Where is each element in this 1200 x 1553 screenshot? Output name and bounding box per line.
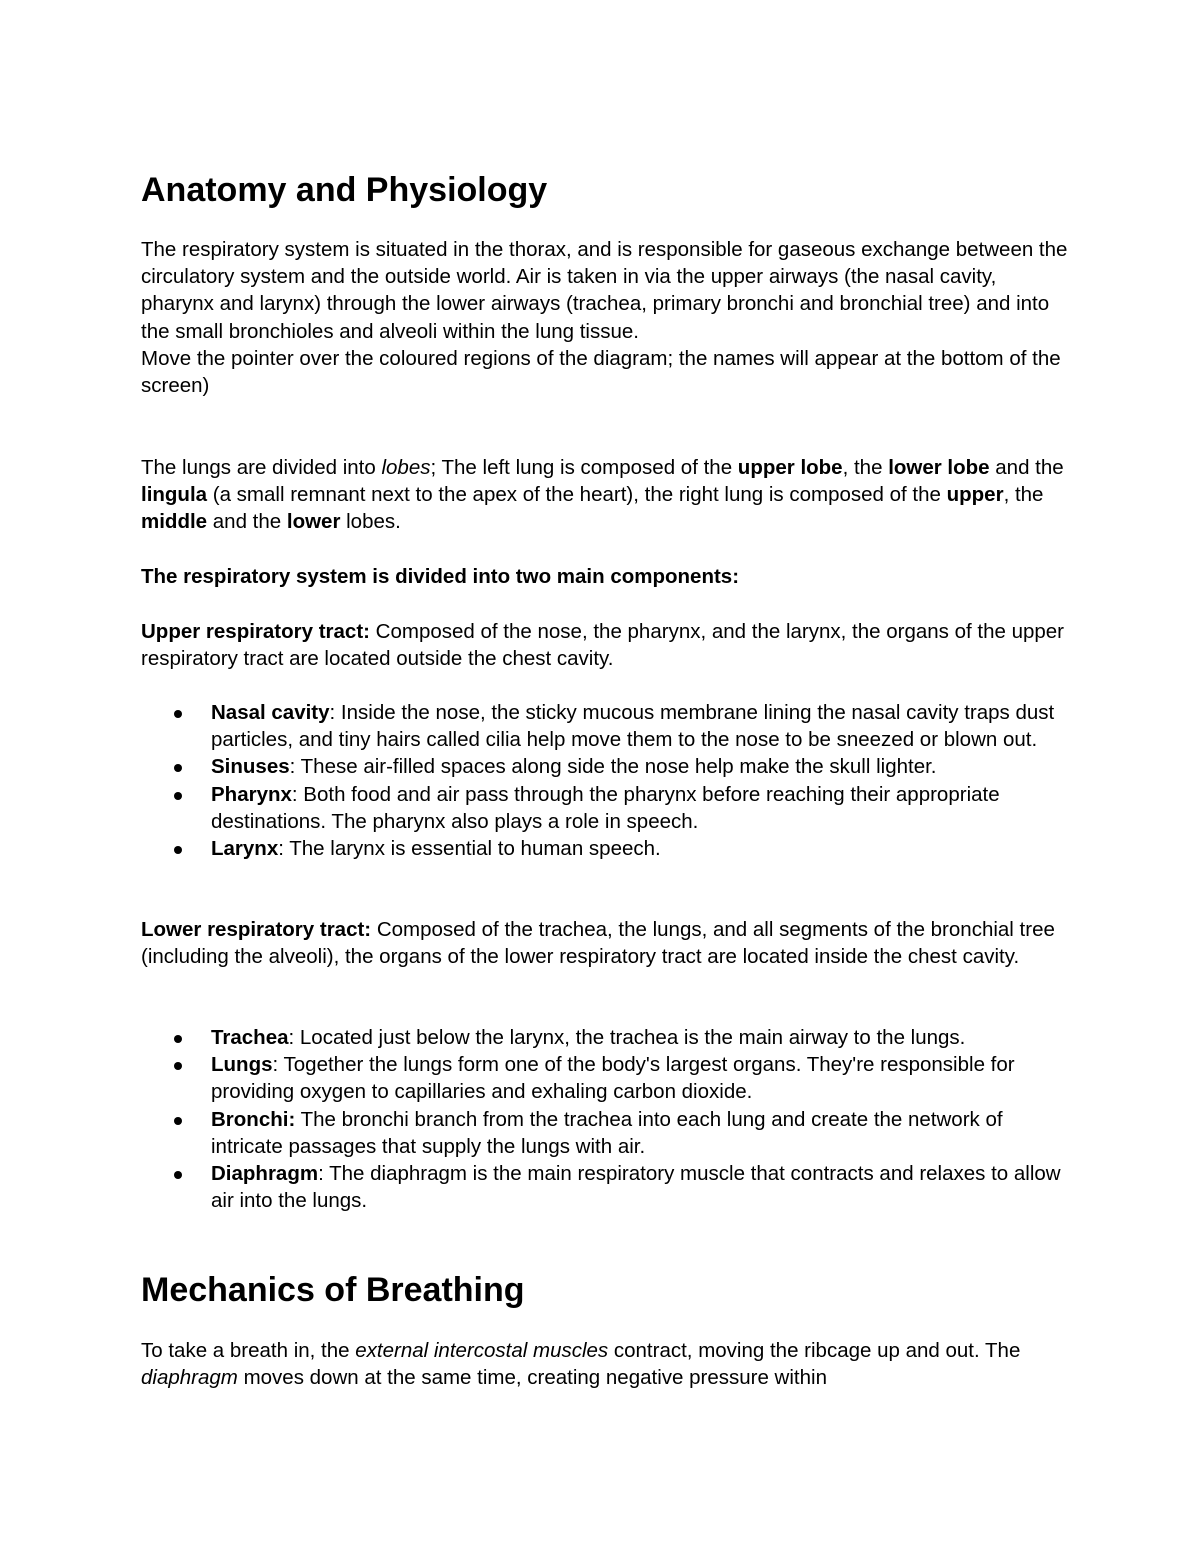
bullet-icon (174, 710, 182, 718)
intro-text: The respiratory system is situated in the thorax, and is responsible for gaseous exchange between the circulatory system and the outside world. Air is taken in via the upper airways (the nasal cavity, pharynx and larynx) through the lower airways (trachea, primary bronchi and bronchial tree) and into the small bronchioles and alveoli within the lung tissue. (141, 238, 1068, 343)
lower-term: lower (286, 510, 341, 534)
section-heading-mechanics: Mechanics of Breathing (141, 1271, 525, 1309)
bullet-icon (174, 846, 182, 854)
item-term: Larynx (211, 837, 279, 861)
item-desc: : Both food and air pass through the pharynx before reaching their appropriate destinations. The pharynx also plays a role in speech. (211, 782, 1000, 833)
upper-lobe-term: upper lobe (737, 456, 843, 479)
upper-term: upper (946, 483, 1004, 507)
lobes-text: , the (1003, 483, 1044, 507)
mechanics-text: To take a breath in, the (141, 1339, 356, 1362)
lower-tract-paragraph (141, 916, 1071, 970)
instruction-text: Move the pointer over the coloured regions of the diagram; the names will appear at the bottom of the screen) (141, 346, 1061, 398)
list-item (141, 699, 1071, 753)
lobes-text: The lungs are divided into (141, 456, 382, 479)
upper-tract-paragraph (141, 618, 1071, 672)
list-item (141, 1106, 1071, 1160)
list-item (141, 781, 1071, 835)
item-term: Nasal cavity (211, 701, 330, 724)
lobes-paragraph (141, 454, 1071, 536)
item-desc: : These air-filled spaces along side the nose help make the skull lighter. (289, 755, 937, 779)
item-term: Bronchi: (211, 1107, 296, 1131)
mechanics-paragraph (141, 1337, 1071, 1391)
lower-tract-text: Composed of the trachea, the lungs, and all segments of the bronchial tree (including the alveoli), the organs of the lower respiratory tract are located inside the chest cavity. (141, 918, 1055, 969)
item-desc: : Located just below the larynx, the trachea is the main airway to the lungs. (288, 1026, 966, 1049)
upper-tract-list (141, 699, 1071, 862)
components-heading (141, 563, 1071, 590)
list-item (141, 1051, 1071, 1105)
lobes-term: lobes (381, 456, 431, 479)
item-term: Pharynx (211, 782, 292, 806)
mechanics-text: moves down at the same time, creating negative pressure within (237, 1366, 827, 1390)
diaphragm-term: diaphragm (141, 1366, 238, 1390)
lower-tract-label: Lower respiratory tract: (141, 918, 372, 941)
item-desc: : The larynx is essential to human speech. (278, 837, 661, 861)
lobes-text: and the (207, 510, 287, 534)
lobes-text: lobes. (340, 510, 401, 534)
lingula-term: lingula (141, 483, 208, 507)
bullet-icon (174, 1035, 182, 1043)
item-desc: : Together the lungs form one of the body's largest organs. They're responsible for providing oxygen to capillaries and exhaling carbon dioxide. (211, 1053, 1015, 1104)
lower-lobe-term: lower lobe (888, 456, 990, 479)
mechanics-text: contract, moving the ribcage up and out. The (608, 1339, 1021, 1362)
item-desc: : The diaphragm is the main respiratory muscle that contracts and relaxes to allow air into the lungs. (211, 1162, 1061, 1213)
upper-tract-label: Upper respiratory tract: (141, 620, 370, 643)
bullet-icon (174, 1062, 182, 1070)
item-term: Lungs (211, 1053, 273, 1077)
lobes-text: and the (989, 456, 1064, 479)
components-heading-text: The respiratory system is divided into two main components: (141, 565, 740, 588)
intro-paragraph (141, 236, 1071, 399)
lobes-text: ; The left lung is composed of the (430, 456, 738, 479)
item-desc: The bronchi branch from the trachea into each lung and create the network of intricate passages that supply the lungs with air. (211, 1107, 1003, 1158)
list-item (141, 1024, 1071, 1051)
item-term: Trachea (211, 1026, 289, 1049)
list-item (141, 753, 1071, 780)
bullet-icon (174, 1171, 182, 1179)
middle-term: middle (141, 510, 208, 534)
bullet-icon (174, 792, 182, 800)
list-item (141, 1160, 1071, 1214)
muscles-term: external intercostal muscles (355, 1339, 609, 1362)
bullet-icon (174, 1117, 182, 1125)
item-term: Sinuses (211, 755, 290, 779)
lower-tract-list (141, 1024, 1071, 1214)
lobes-text: (a small remnant next to the apex of the heart), the right lung is composed of the (207, 483, 947, 507)
item-term: Diaphragm (211, 1162, 319, 1186)
lobes-text: , the (842, 456, 889, 479)
section-heading-anatomy: Anatomy and Physiology (141, 171, 548, 209)
item-desc: : Inside the nose, the sticky mucous membrane lining the nasal cavity traps dust particles, and tiny hairs called cilia help move them to the nose to be sneezed or blown out. (211, 701, 1055, 752)
upper-tract-text: Composed of the nose, the pharynx, and the larynx, the organs of the upper respiratory tract are located outside the chest cavity. (141, 620, 1065, 671)
bullet-icon (174, 764, 182, 772)
list-item (141, 835, 1071, 862)
